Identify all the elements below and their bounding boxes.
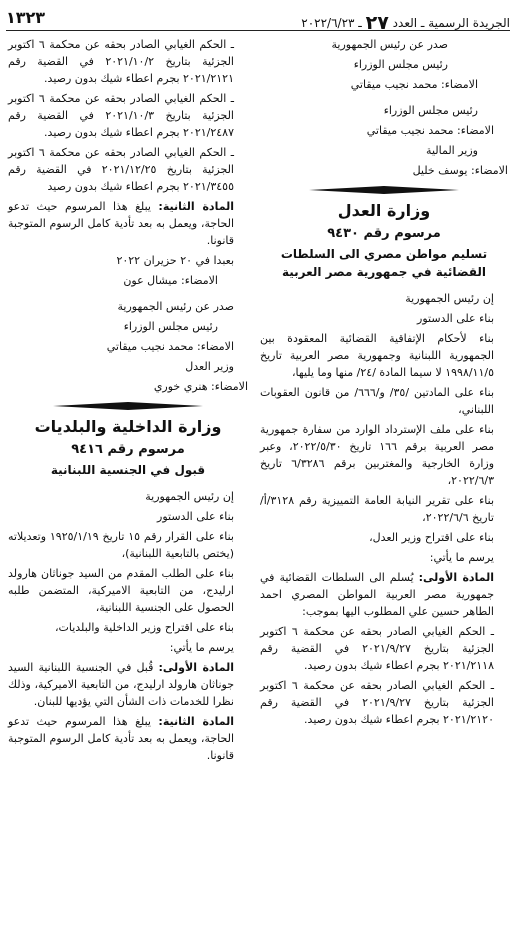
left-column <box>8 36 248 767</box>
article-label: المادة الثانية: <box>158 715 234 728</box>
preamble: بناء على الدستور <box>157 510 234 523</box>
issued-by: صدر عن رئيس الجمهورية <box>117 300 234 313</box>
preamble: بناء على اقتراح وزير العدل، <box>369 531 494 544</box>
issued-by: صدر عن رئيس الجمهورية <box>331 38 448 51</box>
preamble: بناء على اقتراح وزير الداخلية والبلديات، <box>54 621 234 634</box>
president-signature: الامضاء: ميشال عون <box>123 274 218 287</box>
preamble: إن رئيس الجمهورية <box>405 292 494 305</box>
pm-signature: الامضاء: محمد نجيب ميقاتي <box>106 340 234 353</box>
preamble: بناء على المادتين /٣٥/ و/٦٦٦/ من قانون العقوبات اللبناني، <box>260 386 495 416</box>
section-separator <box>260 185 508 195</box>
article-2 <box>8 198 248 249</box>
gazette-title <box>301 10 510 32</box>
issue-number: ٢٧ <box>365 12 389 34</box>
article-text: يبلغ هذا المرسوم حيث تدعو الحاجة، ويعمل به بعد تأدية كامل الرسوم المتوجبة قانونا. <box>8 715 234 762</box>
pm-title: رئيس مجلس الوزراء <box>383 104 478 117</box>
pm-signature: الامضاء: محمد نجيب ميقاتي <box>350 78 478 91</box>
article-text: قُبل في الجنسية اللبنانية السيد جوناثان هارولد ارليدج، من التابعية الاميركية، وذلك نظرا للخدمات ذات الشأن التي يؤديها للبنان. <box>8 661 234 708</box>
judgment-item: ـ الحكم الغيابي الصادر بحقه عن محكمة ٦ اكتوبر الجزئية بتاريخ ٢٠٢١/١٠/٣ في القضية رقم ٢٠٢١/٢٤٨٧ بجرم اعطاء شيك بدون رصيد. <box>8 92 234 139</box>
ministry-title: وزارة الداخلية والبلديات <box>34 417 222 436</box>
article-label: المادة الثانية: <box>158 200 234 213</box>
gazette-name: الجريدة الرسمية ـ العدد <box>392 16 510 30</box>
justice-minister-signature: الامضاء: هنري خوري <box>153 380 248 393</box>
decree-subject: قبول في الجنسية اللبنانية <box>50 463 206 477</box>
page-header <box>6 4 510 34</box>
preamble: بناء على الطلب المقدم من السيد جوناثان هارولد ارليدج، من التابعية الاميركية، المتضمن طلبه الحصول على الجنسية اللبنانية، <box>8 567 234 614</box>
article-1 <box>260 569 508 620</box>
decree-intro: يرسم ما يأتي: <box>169 641 234 654</box>
ministry-title: وزارة العدل <box>337 201 431 220</box>
preamble: بناء على الدستور <box>417 312 494 325</box>
finance-minister-title: وزير المالية <box>426 144 478 157</box>
article-label: المادة الأولى: <box>418 571 494 584</box>
article-text: يُسلم الى السلطات القضائية في جمهورية مصر العربية المواطن المصري احمد الطاهر حسين علي المطلوب اليها بموجب: <box>260 571 494 618</box>
decree-number: مرسوم رقم ٩٤٣٠ <box>327 226 441 241</box>
pm-signature: الامضاء: محمد نجيب ميقاتي <box>366 124 494 137</box>
article-text: يبلغ هذا المرسوم حيث تدعو الحاجة، ويعمل به بعد تأدية كامل الرسوم المتوجبة قانونا. <box>8 200 234 247</box>
preamble: بناء لأحكام الإتفاقية القضائية المعقودة بين الجمهورية اللبنانية وجمهورية مصر العربية تاريخ ١٩٩٨/١١/٥ لا سيما المادة /٢٤/ منها وما يليها، <box>260 332 494 379</box>
finance-minister-signature: الامضاء: يوسف خليل <box>412 164 508 177</box>
preamble: إن رئيس الجمهورية <box>145 490 234 503</box>
pm-title: رئيس مجلس الوزراء <box>353 58 448 71</box>
preamble: بناء على تقرير النيابة العامة التمييزية رقم ٣١٢٨/أ/ تاريخ ٢٠٢٢/٦/٦، <box>260 494 494 524</box>
article-2 <box>8 713 248 764</box>
judgment-item: ـ الحكم الغيابي الصادر بحقه عن محكمة ٦ اكتوبر الجزئية بتاريخ ٢٠٢١/٩/٢٧ في القضية رقم ٢٠٢١/٢١١٨ بجرم اعطاء شيك بدون رصيد. <box>260 625 494 672</box>
decree-number: مرسوم رقم ٩٤١٦ <box>71 442 185 457</box>
section-separator <box>8 401 248 411</box>
issue-date: ـ ٢٠٢٢/٦/٢٣ <box>301 16 362 30</box>
decree-intro: يرسم ما يأتي: <box>429 551 494 564</box>
page-number: ١٣٢٣ <box>6 8 46 27</box>
judgment-item: ـ الحكم الغيابي الصادر بحقه عن محكمة ٦ اكتوبر الجزئية بتاريخ ٢٠٢١/١٠/٢ في القضية رقم ٢٠٢١/٢١٢١ بجرم اعطاء شيك بدون رصيد. <box>8 38 234 85</box>
article-1 <box>8 659 248 710</box>
preamble: بناء على القرار رقم ١٥ تاريخ ١٩٢٥/١/١٩ وتعديلاته (يختص بالتابعية اللبنانية)، <box>8 530 234 560</box>
judgment-item: ـ الحكم الغيابي الصادر بحقه عن محكمة ٦ اكتوبر الجزئية بتاريخ ٢٠٢١/١٢/٢٥ في القضية رقم ٢٠٢١/٣٤٥٥ بجرم اعطاء شيك بدون رصيد <box>8 146 234 193</box>
decree-subject: تسليم مواطن مصري الى السلطات القضائية في جمهورية مصر العربية <box>280 247 488 279</box>
justice-minister-title: وزير العدل <box>185 360 234 373</box>
article-label: المادة الأولى: <box>158 661 234 674</box>
pm-title: رئيس مجلس الوزراء <box>123 320 218 333</box>
right-column <box>260 36 508 731</box>
decree-date: بعبدا في ٢٠ حزيران ٢٠٢٢ <box>116 254 234 267</box>
preamble: بناء على ملف الإسترداد الوارد من سفارة جمهورية مصر العربية برقم ١٦٦ تاريخ ٢٠٢٢/٥/٣٠، وعبر وزارة الخارجية والمغتربين برقم ٦/٣٢٨٦ تاريخ ٢٠٢٢/٦/٣، <box>260 423 495 487</box>
judgment-item: ـ الحكم الغيابي الصادر بحقه عن محكمة ٦ اكتوبر الجزئية بتاريخ ٢٠٢١/٩/٢٧ في القضية رقم ٢٠٢١/٢١٢٠ بجرم اعطاء شيك بدون رصيد. <box>260 679 494 726</box>
